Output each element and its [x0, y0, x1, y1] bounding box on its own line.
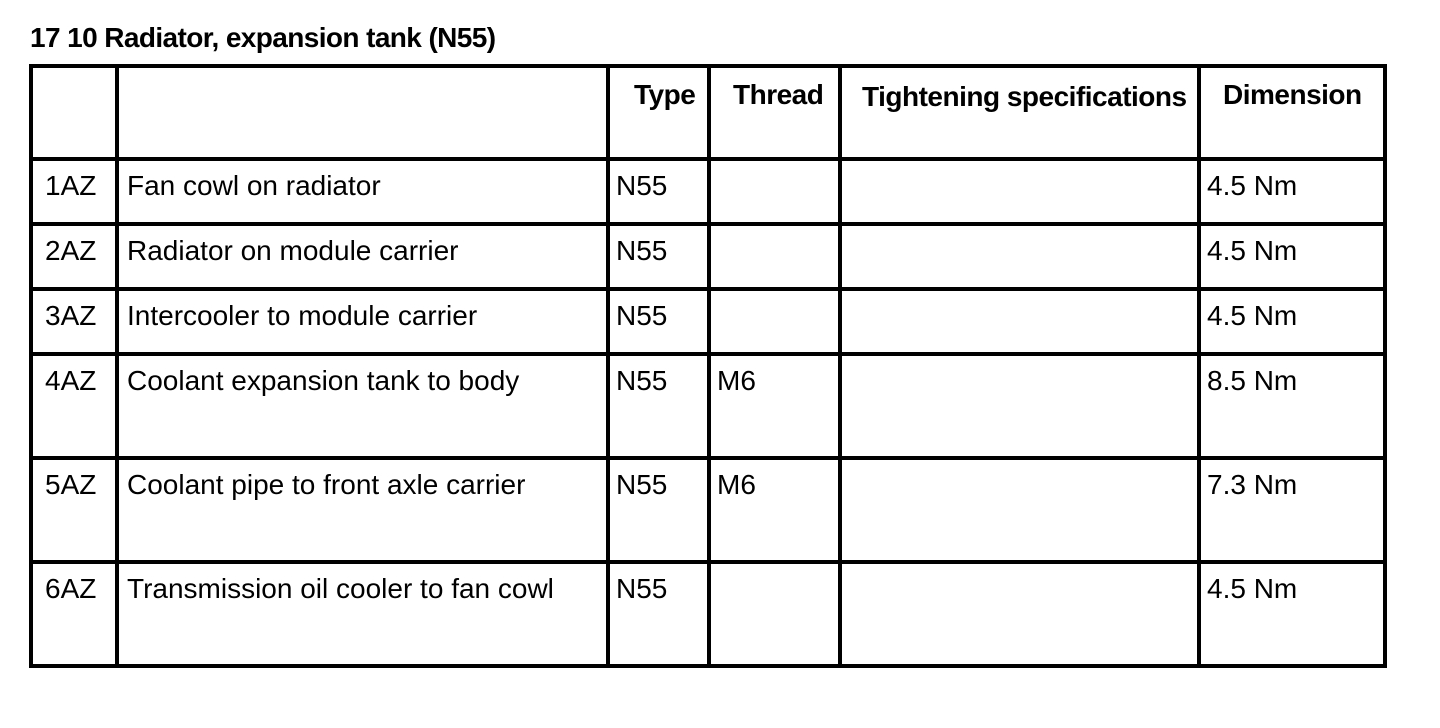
row-id: 1AZ — [31, 159, 117, 224]
row-dimension: 8.5 Nm — [1199, 354, 1385, 458]
row-thread — [709, 224, 840, 289]
table-row — [31, 562, 1385, 666]
row-tightening — [840, 224, 1199, 289]
header-type: Type — [608, 66, 709, 159]
row-id: 4AZ — [31, 354, 117, 458]
row-dimension: 4.5 Nm — [1199, 224, 1385, 289]
header-dimension: Dimension — [1199, 66, 1385, 159]
table-header-row — [31, 66, 1385, 159]
row-description: Transmission oil cooler to fan cowl — [117, 562, 608, 666]
row-id: 6AZ — [31, 562, 117, 666]
row-thread — [709, 289, 840, 354]
table-row — [31, 159, 1385, 224]
row-tightening — [840, 159, 1199, 224]
row-id: 3AZ — [31, 289, 117, 354]
row-description: Coolant pipe to front axle carrier — [117, 458, 608, 562]
table-row — [31, 354, 1385, 458]
table-row — [31, 224, 1385, 289]
row-dimension: 7.3 Nm — [1199, 458, 1385, 562]
row-id: 2AZ — [31, 224, 117, 289]
row-thread — [709, 159, 840, 224]
row-type: N55 — [608, 458, 709, 562]
row-thread — [709, 562, 840, 666]
row-dimension: 4.5 Nm — [1199, 562, 1385, 666]
row-type: N55 — [608, 159, 709, 224]
row-tightening — [840, 289, 1199, 354]
row-id: 5AZ — [31, 458, 117, 562]
row-thread: M6 — [709, 354, 840, 458]
row-dimension: 4.5 Nm — [1199, 289, 1385, 354]
row-description: Radiator on module carrier — [117, 224, 608, 289]
row-tightening — [840, 562, 1199, 666]
row-type: N55 — [608, 224, 709, 289]
header-description-cell — [117, 66, 608, 159]
table-row — [31, 289, 1385, 354]
header-id-cell — [31, 66, 117, 159]
row-type: N55 — [608, 562, 709, 666]
row-type: N55 — [608, 354, 709, 458]
header-tightening-specifications: Tightening specifications — [840, 66, 1199, 159]
tightening-spec-table — [29, 64, 1387, 668]
row-thread: M6 — [709, 458, 840, 562]
row-dimension: 4.5 Nm — [1199, 159, 1385, 224]
table-row — [31, 458, 1385, 562]
row-description: Coolant expansion tank to body — [117, 354, 608, 458]
row-tightening — [840, 354, 1199, 458]
document-title: 17 10 Radiator, expansion tank (N55) — [30, 22, 496, 53]
header-thread: Thread — [709, 66, 840, 159]
row-type: N55 — [608, 289, 709, 354]
row-description: Intercooler to module carrier — [117, 289, 608, 354]
row-description: Fan cowl on radiator — [117, 159, 608, 224]
row-tightening — [840, 458, 1199, 562]
